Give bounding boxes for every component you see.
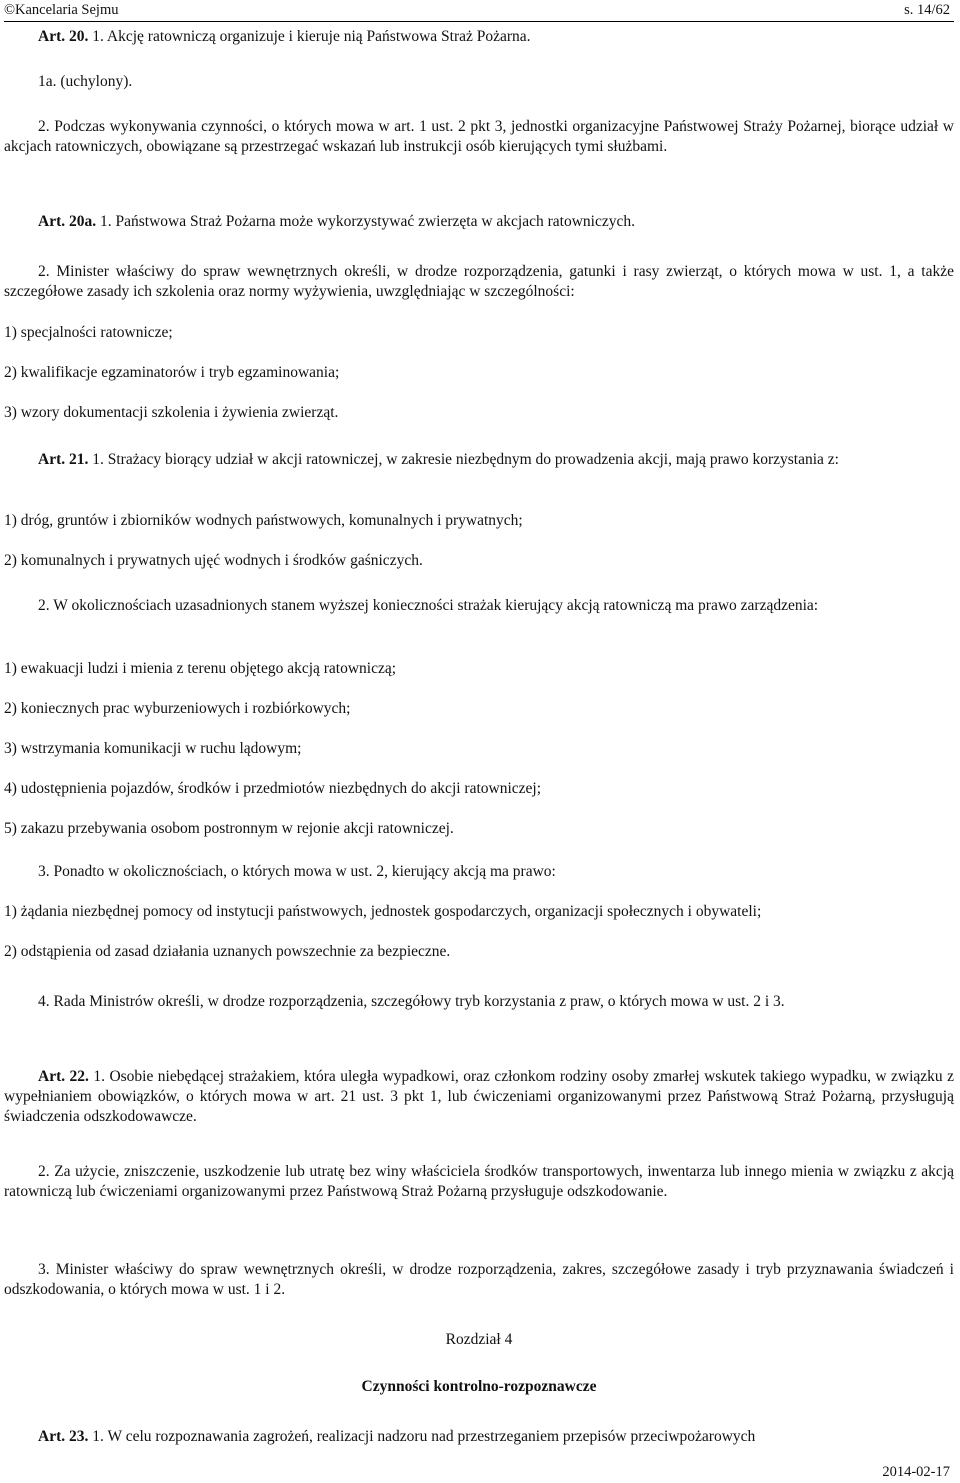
paragraph bbox=[4, 1162, 954, 1202]
paragraph bbox=[4, 450, 954, 470]
paragraph-text: 2) komunalnych i prywatnych ujęć wodnych i środków gaśniczych. bbox=[4, 552, 423, 569]
paragraph-text: 1. Strażacy biorący udział w akcji ratowniczej, w zakresie niezbędnym do prowadzenia akcji, mają prawo korzystania z: bbox=[88, 451, 839, 468]
paragraph bbox=[4, 942, 954, 962]
paragraph bbox=[4, 262, 954, 302]
article-number: Art. 21. bbox=[38, 451, 89, 468]
paragraph-text: 2. Za użycie, zniszczenie, uszkodzenie lub utratę bez winy właściciela środków transportowych, inwentarza lub innego mienia w związku z akcją ratowniczą lub ćwiczeniami organizowanymi przez Państwową Straż Pożarną przysługuje odszkodowanie. bbox=[4, 1163, 954, 1200]
paragraph bbox=[4, 72, 954, 92]
article-number: Art. 20a. bbox=[38, 213, 97, 230]
paragraph-text: 3) wzory dokumentacji szkolenia i żywienia zwierząt. bbox=[4, 404, 339, 421]
paragraph-text: 4) udostępnienia pojazdów, środków i przedmiotów niezbędnych do akcji ratowniczej; bbox=[4, 780, 542, 797]
paragraph bbox=[4, 551, 954, 571]
paragraph bbox=[4, 659, 954, 679]
paragraph-text: 5) zakazu przebywania osobom postronnym w rejonie akcji ratowniczej. bbox=[4, 820, 454, 837]
paragraph bbox=[4, 27, 954, 47]
chapter-title bbox=[4, 1377, 954, 1397]
paragraph-text: 1. Państwowa Straż Pożarna może wykorzystywać zwierzęta w akcjach ratowniczych. bbox=[96, 213, 635, 230]
paragraph bbox=[4, 363, 954, 383]
paragraph-text: 1) żądania niezbędnej pomocy od instytucji państwowych, jednostek gospodarczych, organizacji społecznych i obywateli; bbox=[4, 903, 762, 920]
paragraph bbox=[4, 819, 954, 839]
article-number: Art. 20. bbox=[38, 28, 89, 45]
paragraph bbox=[4, 403, 954, 423]
header-publisher: ©Kancelaria Sejmu bbox=[4, 2, 119, 18]
paragraph bbox=[4, 1427, 954, 1447]
paragraph-text: 1) specjalności ratownicze; bbox=[4, 324, 173, 341]
paragraph-text: 3. Minister właściwy do spraw wewnętrznych określi, w drodze rozporządzenia, zakres, szczegółowe zasady i tryb przyznawania świadczeń i odszkodowania, o których mowa w ust. 1 i 2. bbox=[4, 1261, 954, 1298]
paragraph bbox=[4, 902, 954, 922]
paragraph-text: 3) wstrzymania komunikacji w ruchu lądowym; bbox=[4, 740, 302, 757]
article-number: Art. 22. bbox=[38, 1068, 89, 1085]
paragraph bbox=[4, 117, 954, 157]
paragraph bbox=[4, 992, 954, 1012]
paragraph bbox=[4, 323, 954, 343]
paragraph-text: 2) koniecznych prac wyburzeniowych i rozbiórkowych; bbox=[4, 700, 351, 717]
paragraph bbox=[4, 699, 954, 719]
paragraph-text: 1. W celu rozpoznawania zagrożeń, realizacji nadzoru nad przestrzeganiem przepisów przeciwpożarowych bbox=[88, 1428, 756, 1445]
paragraph bbox=[4, 212, 954, 232]
paragraph bbox=[4, 596, 954, 616]
paragraph-text: 1a. (uchylony). bbox=[38, 73, 133, 90]
paragraph-text: Rozdział 4 bbox=[445, 1331, 513, 1348]
paragraph-text: 1) ewakuacji ludzi i mienia z terenu objętego akcją ratowniczą; bbox=[4, 660, 397, 677]
paragraph-text: 1. Akcję ratowniczą organizuje i kieruje nią Państwowa Straż Pożarna. bbox=[88, 28, 531, 45]
paragraph-text: 1) dróg, gruntów i zbiorników wodnych państwowych, komunalnych i prywatnych; bbox=[4, 512, 523, 529]
paragraph-text: 1. Osobie niebędącej strażakiem, która uległa wypadkowi, oraz członkom rodziny osoby zmarłej wskutek takiego wypadku, w związku z wypełnianiem obowiązków, o których mowa w art. 21 ust. 3 pkt 1, lub ćwiczeniami organizowanymi przez Państwową Straż Pożarną, przysługują świadczenia odszkodowawcze. bbox=[4, 1068, 954, 1125]
paragraph-text: 2) kwalifikacje egzaminatorów i tryb egzaminowania; bbox=[4, 364, 340, 381]
paragraph bbox=[4, 1260, 954, 1300]
paragraph-text: 4. Rada Ministrów określi, w drodze rozporządzenia, szczegółowy tryb korzystania z praw, o których mowa w ust. 2 i 3. bbox=[38, 993, 785, 1010]
paragraph bbox=[4, 779, 954, 799]
paragraph-text: Czynności kontrolno-rozpoznawcze bbox=[361, 1378, 597, 1395]
paragraph-text: 2) odstąpienia od zasad działania uznanych powszechnie za bezpieczne. bbox=[4, 943, 451, 960]
paragraph-text: 2. W okolicznościach uzasadnionych stanem wyższej konieczności strażak kierujący akcją ratowniczą ma prawo zarządzenia: bbox=[38, 597, 819, 614]
paragraph-text: 2. Podczas wykonywania czynności, o których mowa w art. 1 ust. 2 pkt 3, jednostki organizacyjne Państwowej Straży Pożarnej, biorące udział w akcjach ratowniczych, obowiązane są przestrzegać wskazań lub instrukcji osób kierujących tymi służbami. bbox=[4, 118, 954, 155]
header-page-number: s. 14/62 bbox=[904, 2, 950, 18]
paragraph-text: 3. Ponadto w okolicznościach, o których mowa w ust. 2, kierujący akcją ma prawo: bbox=[38, 863, 556, 880]
paragraph bbox=[4, 1067, 954, 1127]
article-number: Art. 23. bbox=[38, 1428, 89, 1445]
footer-date: 2014-02-17 bbox=[882, 1464, 950, 1480]
paragraph bbox=[4, 511, 954, 531]
paragraph-text: 2. Minister właściwy do spraw wewnętrznych określi, w drodze rozporządzenia, gatunki i rasy zwierząt, o których mowa w ust. 1, a także szczegółowe zasady ich szkolenia oraz normy wyżywienia, uwzględniając w szczególności: bbox=[4, 263, 954, 300]
paragraph bbox=[4, 862, 954, 882]
page-header bbox=[4, 0, 954, 22]
paragraph bbox=[4, 739, 954, 759]
chapter-number bbox=[4, 1330, 954, 1350]
